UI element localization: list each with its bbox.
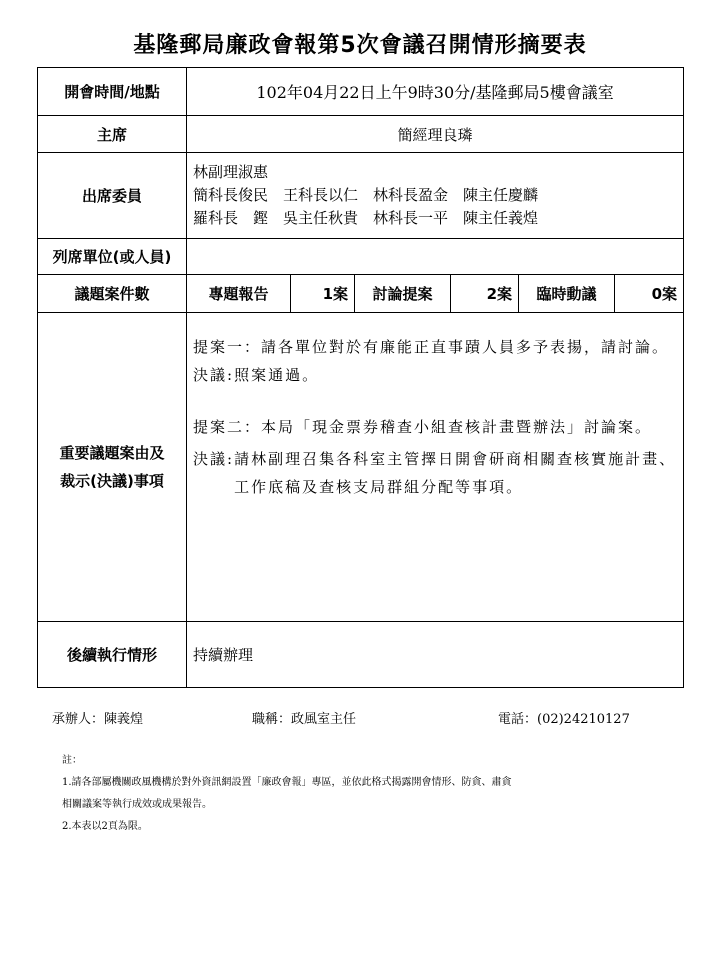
row-topics [38, 313, 684, 622]
row-time-place [38, 68, 684, 116]
note-2: 2.本表以2頁為限。 [62, 821, 148, 832]
handler-text: 承辦人：陳義煌 [52, 712, 144, 727]
discussion-label: 討論提案 [355, 275, 451, 313]
proposal-2-tag: 提案二： [193, 418, 262, 436]
adhoc-label: 臨時動議 [519, 275, 615, 313]
follow-up-value: 持續辦理 [187, 622, 684, 688]
notes-section [62, 750, 702, 838]
row-follow-up [38, 622, 684, 688]
summary-table [37, 67, 684, 688]
resolution-2 [193, 445, 679, 501]
attendees-line-1: 林副理淑惠 [193, 163, 269, 181]
observers-value [187, 239, 684, 275]
chair-value: 簡經理良璘 [187, 116, 684, 153]
topics-label [38, 313, 187, 622]
resolution-1-tag: 決議: [193, 366, 235, 384]
counts-label: 議題案件數 [38, 275, 187, 313]
resolution-2-text: 請林副理召集各科室主管擇日開會研商相關查核實施計畫、工作底稿及查核支局群組分配等事項。 [234, 450, 677, 496]
spacer [193, 389, 679, 413]
observers-label: 列席單位(或人員) [38, 239, 187, 275]
time-place-label: 開會時間/地點 [38, 68, 187, 116]
attendees-label: 出席委員 [38, 153, 187, 239]
note-1: 1.請各部屬機關政風機構於對外資訊網設置「廉政會報」專區，並依此格式揭露開會情形、防貪、肅貪 [62, 777, 512, 788]
notes-heading: 註： [62, 755, 82, 766]
attendees-line-2: 簡科長俊民 王科長以仁 林科長盈金 陳主任慶麟 [193, 186, 539, 204]
proposal-2 [193, 413, 679, 441]
report-label: 專題報告 [187, 275, 291, 313]
proposal-1 [193, 333, 679, 361]
follow-up-label: 後續執行情形 [38, 622, 187, 688]
topics-content [187, 313, 684, 622]
chair-label: 主席 [38, 116, 187, 153]
row-attendees [38, 153, 684, 239]
position-text: 職稱：政風室主任 [252, 712, 357, 727]
page-title: 基隆郵局廉政會報第5次會議召開情形摘要表 [133, 33, 587, 58]
attendees-line-3: 羅科長 鏗 吳主任秋貴 林科長一平 陳主任義煌 [193, 209, 539, 227]
resolution-1-text: 照案通過。 [234, 366, 320, 384]
discussion-count: 2案 [451, 275, 519, 313]
row-chair [38, 116, 684, 153]
proposal-2-text: 本局「現金票券稽查小組查核計畫暨辦法」討論案。 [261, 418, 653, 436]
row-observers [38, 239, 684, 275]
adhoc-count: 0案 [615, 275, 684, 313]
row-counts [38, 275, 684, 313]
attendees-list [187, 153, 684, 239]
resolution-2-tag: 決議: [193, 450, 235, 468]
resolution-1 [193, 361, 679, 389]
topics-label-line-1: 重要議題案由及 [59, 444, 165, 462]
phone-text: 電話：(02)24210127 [498, 712, 630, 727]
report-count: 1案 [291, 275, 355, 313]
proposal-1-tag: 提案一： [193, 338, 262, 356]
topics-label-line-2: 裁示(決議)事項 [60, 472, 164, 490]
proposal-1-text: 請各單位對於有廉能正直事蹟人員多予表揚，請討論。 [261, 338, 670, 356]
note-1-cont: 相關議案等執行成效或成果報告。 [62, 799, 212, 810]
time-place-value: 102年04月22日上午9時30分/基隆郵局5樓會議室 [187, 68, 684, 116]
